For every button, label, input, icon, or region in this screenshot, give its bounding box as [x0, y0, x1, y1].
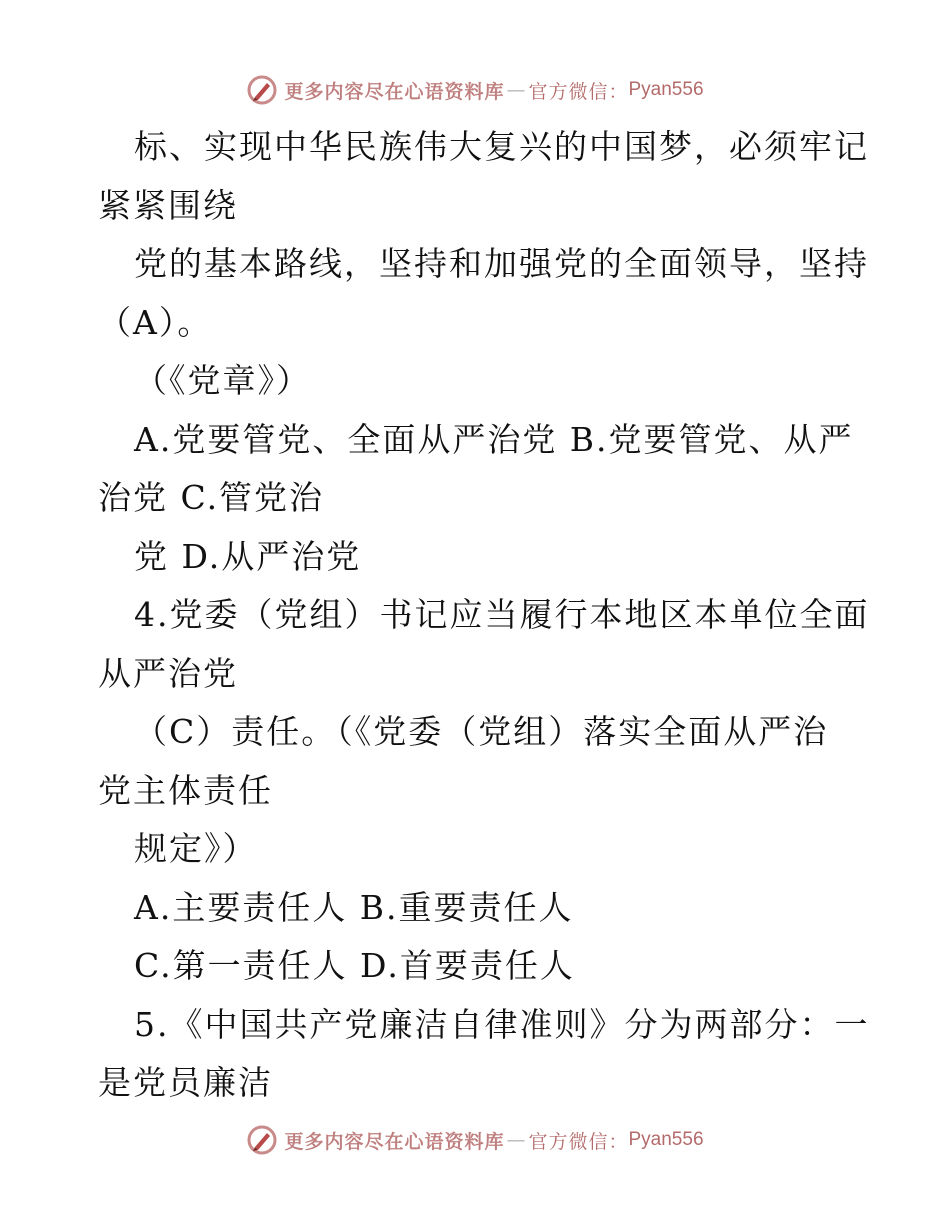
text-line: （A）。 — [98, 302, 213, 342]
text-line: 规定》） — [134, 829, 258, 868]
text-line: 紧紧围绕 — [98, 185, 238, 225]
text-line: 党 D.从严治党 — [134, 536, 362, 576]
watermark-separator: — — [506, 79, 527, 101]
watermark-header — [0, 70, 950, 110]
watermark-wechat-id: Pyan556 — [628, 79, 704, 100]
pen-logo-icon — [246, 74, 278, 106]
text-line: （《党章》） — [134, 361, 311, 400]
watermark-brand: 更多内容尽在心语资料库 — [284, 1130, 505, 1153]
text-line: A.党要管党、全面从严治党 B.党要管党、从严 — [134, 419, 854, 459]
watermark-wechat-label: 官方微信： — [528, 80, 629, 103]
text-line: 党的基本路线，坚持和加强党的全面领导，坚持 — [134, 244, 869, 283]
watermark-brand: 更多内容尽在心语资料库 — [284, 80, 505, 103]
text-line: 从严治党 — [98, 653, 238, 693]
text-line: 党主体责任 — [98, 770, 273, 810]
watermark-wechat-label: 官方微信： — [528, 1130, 629, 1153]
pen-logo-icon — [246, 1124, 278, 1156]
document-body — [98, 118, 870, 1113]
text-line: 是党员廉洁 — [98, 1063, 273, 1102]
watermark-footer — [0, 1120, 950, 1160]
text-line: 治党 C.管党治 — [98, 478, 325, 517]
text-line: （C）责任。（《党委（党组）落实全面从严治 — [134, 712, 829, 751]
watermark-wechat-id: Pyan556 — [628, 1129, 704, 1150]
text-line: A.主要责任人 B.重要责任人 — [134, 887, 574, 927]
watermark-separator: — — [506, 1129, 527, 1151]
text-line: 标、实现中华民族伟大复兴的中国梦，必须牢记 — [134, 127, 869, 166]
text-line: 4.党委（党组）书记应当履行本地区本单位全面 — [134, 595, 870, 634]
text-line: 5.《中国共产党廉洁自律准则》分为两部分：一 — [134, 1004, 870, 1044]
text-line: C.第一责任人 D.首要责任人 — [134, 946, 575, 985]
